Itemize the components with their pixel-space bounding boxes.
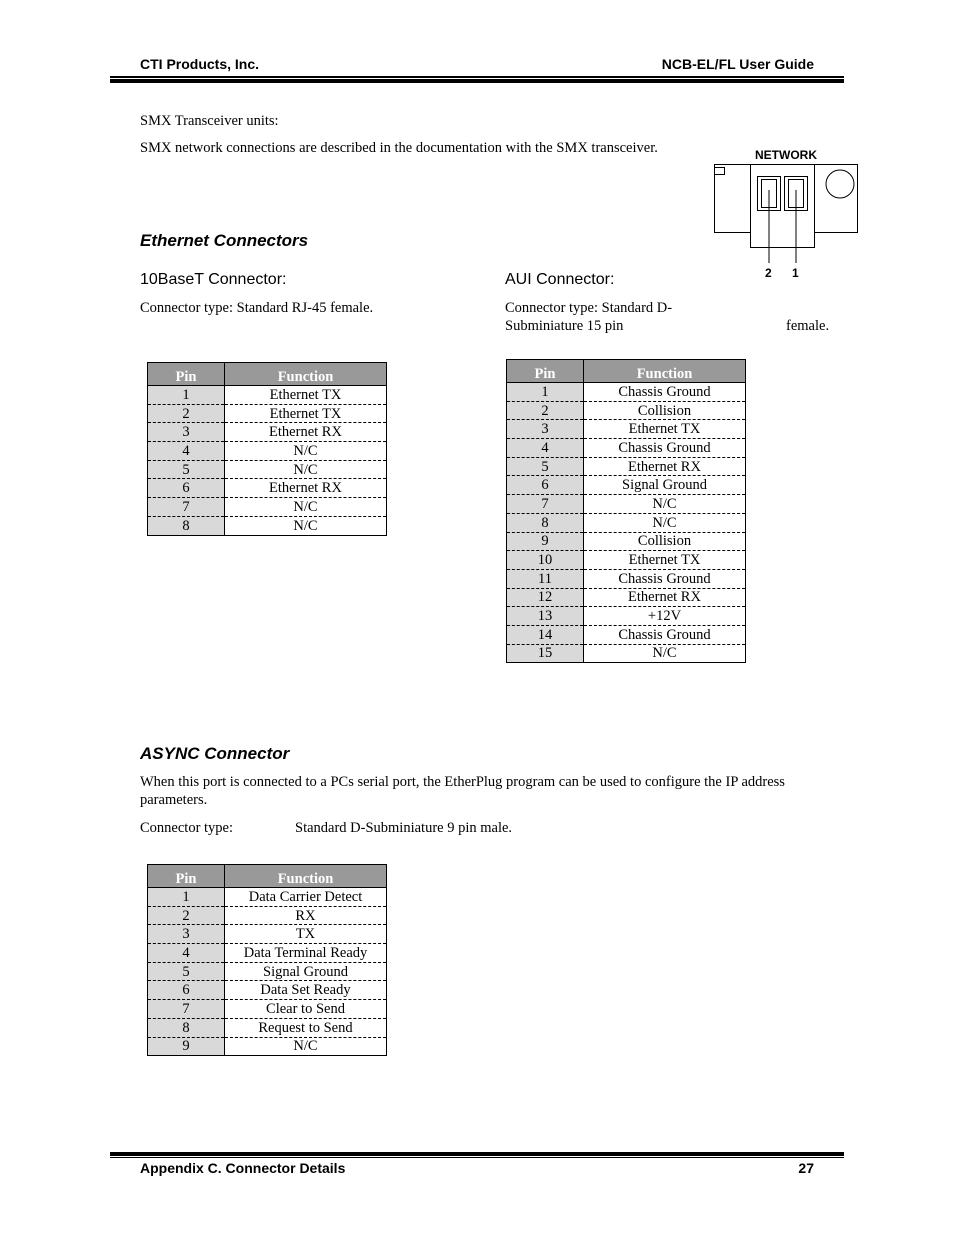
table-header-row xyxy=(148,363,387,386)
table-row xyxy=(148,906,387,925)
pin-function: Ethernet TX xyxy=(584,420,746,439)
header-doc-title: NCB-EL/FL User Guide xyxy=(661,56,814,72)
aui-connector-type-line-1: Connector type: Standard D- xyxy=(505,300,673,316)
table-row xyxy=(148,442,387,461)
pin-function: Clear to Send xyxy=(225,1000,387,1019)
function-column-header: Function xyxy=(225,363,387,386)
pin-function: N/C xyxy=(584,513,746,532)
pin-function: Chassis Ground xyxy=(584,383,746,402)
pin-column-header: Pin xyxy=(148,865,225,888)
pin-function: Signal Ground xyxy=(584,476,746,495)
intro-line-2: SMX network connections are described in the documentation with the SMX transceiver. xyxy=(140,140,658,156)
async-description-line-2: parameters. xyxy=(140,792,208,808)
pin-function: Data Carrier Detect xyxy=(225,888,387,907)
pin-number: 1 xyxy=(148,888,225,907)
pin-function: Data Set Ready xyxy=(225,981,387,1000)
table-row xyxy=(507,476,746,495)
pin-function: N/C xyxy=(225,442,387,461)
pin-number: 5 xyxy=(148,962,225,981)
pin-number: 3 xyxy=(148,423,225,442)
table-row xyxy=(507,588,746,607)
table-row xyxy=(507,439,746,458)
pin-number: 11 xyxy=(507,569,584,588)
pin-function: Ethernet RX xyxy=(225,423,387,442)
async-pin-table xyxy=(147,864,387,1056)
table-row xyxy=(507,644,746,663)
pin-number: 9 xyxy=(148,1037,225,1056)
table-row xyxy=(507,532,746,551)
table-row xyxy=(148,981,387,1000)
pin-function: N/C xyxy=(225,498,387,517)
pin-number: 1 xyxy=(507,383,584,402)
pin-number: 6 xyxy=(148,479,225,498)
pin-function: Ethernet RX xyxy=(584,457,746,476)
table-row xyxy=(507,401,746,420)
pin-function: Signal Ground xyxy=(225,962,387,981)
intro-line-1: SMX Transceiver units: xyxy=(140,113,279,129)
pin-number: 10 xyxy=(507,551,584,570)
network-pin-2-label: 2 xyxy=(765,266,772,280)
pin-number: 8 xyxy=(507,513,584,532)
pin-number: 2 xyxy=(148,906,225,925)
table-row xyxy=(148,888,387,907)
function-column-header: Function xyxy=(225,865,387,888)
footer-rule-thick xyxy=(110,1152,844,1156)
footer-rule-thin xyxy=(110,1157,844,1158)
tenbaset-title: 10BaseT Connector: xyxy=(140,271,287,288)
pin-number: 7 xyxy=(507,495,584,514)
table-row xyxy=(507,513,746,532)
table-row xyxy=(148,479,387,498)
pin-function: +12V xyxy=(584,607,746,626)
pin-function: N/C xyxy=(584,495,746,514)
pin-function: N/C xyxy=(584,644,746,663)
pin-number: 5 xyxy=(148,460,225,479)
pin-function: N/C xyxy=(225,1037,387,1056)
pin-function: N/C xyxy=(225,516,387,535)
pin-number: 7 xyxy=(148,1000,225,1019)
pin-number: 9 xyxy=(507,532,584,551)
pin-function: Ethernet RX xyxy=(225,479,387,498)
table-row xyxy=(507,551,746,570)
table-row xyxy=(148,1018,387,1037)
table-row xyxy=(507,457,746,476)
table-header-row xyxy=(507,360,746,383)
network-label: NETWORK xyxy=(755,148,817,162)
table-row xyxy=(148,498,387,517)
pin-number: 4 xyxy=(148,944,225,963)
table-row xyxy=(507,383,746,402)
pin-function: Ethernet RX xyxy=(584,588,746,607)
pin-number: 2 xyxy=(507,401,584,420)
header-rule-thin xyxy=(110,76,844,78)
table-row xyxy=(148,962,387,981)
header-rule-thick xyxy=(110,79,844,83)
table-row xyxy=(148,423,387,442)
table-row xyxy=(507,607,746,626)
pin-function: N/C xyxy=(225,460,387,479)
pin-function: Chassis Ground xyxy=(584,439,746,458)
table-row xyxy=(148,1037,387,1056)
table-row xyxy=(148,944,387,963)
pin-function: Chassis Ground xyxy=(584,569,746,588)
aui-connector-type-line-2: Subminiature 15 pin xyxy=(505,318,624,334)
pin-number: 3 xyxy=(507,420,584,439)
pin-function: Data Terminal Ready xyxy=(225,944,387,963)
pin-function: Ethernet TX xyxy=(584,551,746,570)
table-header-row xyxy=(148,865,387,888)
pin-function: Request to Send xyxy=(225,1018,387,1037)
table-row xyxy=(148,460,387,479)
pin-number: 8 xyxy=(148,1018,225,1037)
pin-function: Ethernet TX xyxy=(225,386,387,405)
table-row xyxy=(148,1000,387,1019)
aui-title: AUI Connector: xyxy=(505,271,615,288)
async-description-line-1: When this port is connected to a PCs serial port, the EtherPlug program can be used to configure the IP address xyxy=(140,774,785,790)
table-row xyxy=(507,420,746,439)
pin-function: Ethernet TX xyxy=(225,404,387,423)
async-connector-type-label: Connector type: xyxy=(140,820,234,836)
footer-section-title: Appendix C. Connector Details xyxy=(140,1160,346,1176)
pin-number: 1 xyxy=(148,386,225,405)
pin-column-header: Pin xyxy=(507,360,584,383)
table-row xyxy=(148,516,387,535)
table-row xyxy=(148,386,387,405)
pin-number: 5 xyxy=(507,457,584,476)
aui-pin-table xyxy=(506,359,746,663)
pin-column-header: Pin xyxy=(148,363,225,386)
aui-connector-type-line-2-end: female. xyxy=(786,318,830,334)
async-section-title: ASYNC Connector xyxy=(140,744,290,763)
pin-function: RX xyxy=(225,906,387,925)
pin-number: 3 xyxy=(148,925,225,944)
network-pin-1-label: 1 xyxy=(792,266,799,280)
tenbaset-pin-table xyxy=(147,362,387,536)
network-connector-diagram xyxy=(710,160,862,282)
ethernet-section-title: Ethernet Connectors xyxy=(140,231,309,250)
table-row xyxy=(148,925,387,944)
table-row xyxy=(507,625,746,644)
pin-number: 6 xyxy=(507,476,584,495)
function-column-header: Function xyxy=(584,360,746,383)
pin-number: 6 xyxy=(148,981,225,1000)
pin-function: Collision xyxy=(584,401,746,420)
pin-number: 4 xyxy=(507,439,584,458)
pin-function: Chassis Ground xyxy=(584,625,746,644)
pin-number: 7 xyxy=(148,498,225,517)
pin-number: 14 xyxy=(507,625,584,644)
pin-number: 15 xyxy=(507,644,584,663)
pin-number: 4 xyxy=(148,442,225,461)
pin-function: Collision xyxy=(584,532,746,551)
pin-number: 12 xyxy=(507,588,584,607)
header-company: CTI Products, Inc. xyxy=(140,56,260,72)
page-number: 27 xyxy=(798,1160,814,1176)
tenbaset-connector-type: Connector type: Standard RJ-45 female. xyxy=(140,300,374,316)
table-row xyxy=(148,404,387,423)
pin-number: 13 xyxy=(507,607,584,626)
pin-function: TX xyxy=(225,925,387,944)
table-row xyxy=(507,495,746,514)
async-connector-type-value: Standard D-Subminiature 9 pin male. xyxy=(295,820,513,836)
table-row xyxy=(507,569,746,588)
pin-number: 2 xyxy=(148,404,225,423)
pin-number: 8 xyxy=(148,516,225,535)
